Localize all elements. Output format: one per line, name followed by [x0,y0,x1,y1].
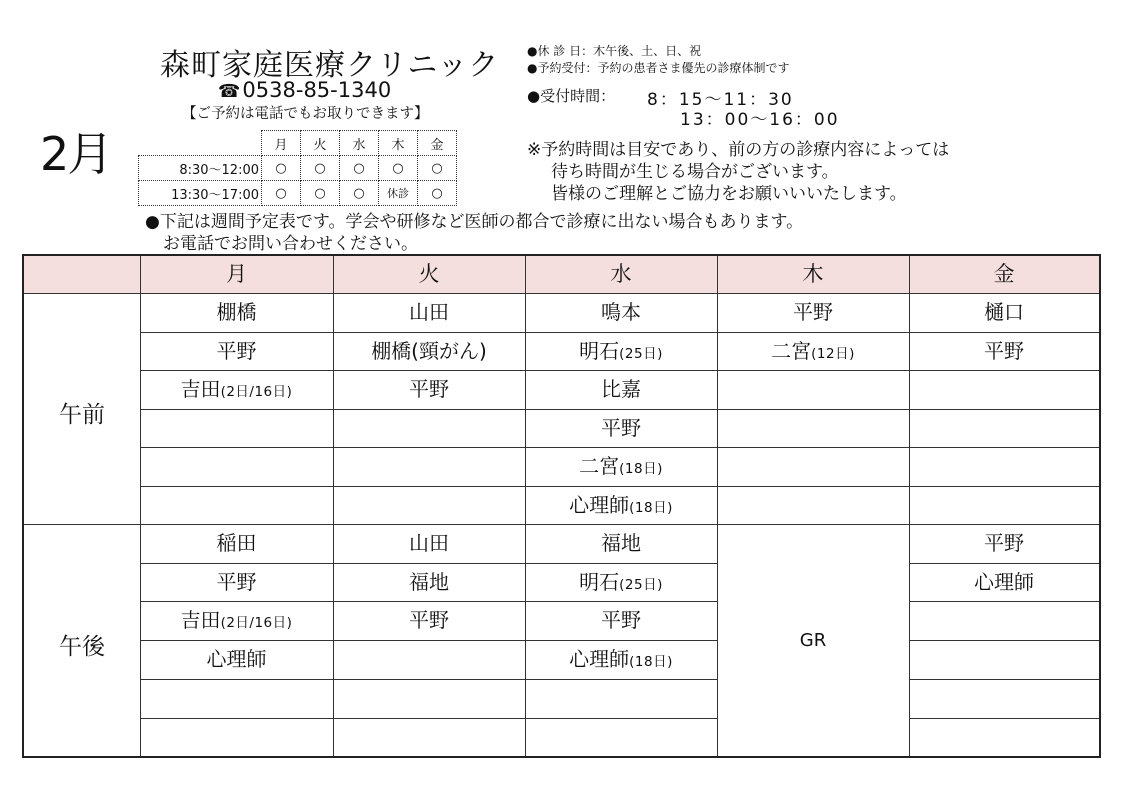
doctor-name: 樋口 [984,300,1024,324]
hours-day-header: 月 [262,131,301,156]
doctor-name: 棚橋(頸がん) [371,338,487,363]
hours-closed-mark: 休診 [379,181,418,206]
reservation-policy: ●予約受付：予約の患者さま優先の診療体制です [527,61,790,75]
hours-mark: ○ [301,156,340,181]
hours-mark: ○ [301,181,340,206]
reception-hours-am: 8：15〜11：30 [647,90,794,110]
hours-mark: ○ [340,156,379,181]
doctor-name: 平野 [216,569,257,594]
doctor-name: 吉田 [180,608,221,633]
day-header-tue: 火 [418,262,440,286]
hours-mark: ○ [262,181,301,206]
doctor-name: 心理師 [974,569,1034,594]
doctor-cell-am-mon [140,332,333,371]
hours-mark: ○ [418,181,457,206]
doctor-cell-pm-tue [333,563,525,602]
doctor-name: 心理師 [569,492,630,517]
doctor-name: 福地 [409,569,449,594]
doctor-name: 平野 [984,531,1024,555]
doctor-cell-am-wed [525,293,717,332]
day-header-thu: 木 [802,262,824,286]
doctor-cell-pm-wed [525,640,717,679]
doctor-name: 二宮 [579,454,620,478]
doctor-name: 平野 [793,300,833,324]
doctor-cell-pm-mon [140,524,333,563]
doctor-cell-am-mon [140,293,333,332]
reception-hours-pm: 13：00〜16：00 [680,110,840,130]
doctor-cell-am-fri [909,332,1099,371]
doctor-cell-pm-wed [525,563,717,602]
doctor-cell-pm-tue [333,524,525,563]
day-header-fri: 金 [993,262,1015,286]
hours-mark: ○ [262,156,301,181]
doctor-name: 心理師 [569,647,630,672]
doctor-cell-am-wed [525,409,717,448]
doctor-name: 山田 [409,300,449,324]
doctor-cell-am-tue [333,370,525,409]
period-pm: 午後 [59,634,105,660]
doctor-name: 明石 [579,569,620,594]
month-title: 2月 [40,127,112,181]
doctor-name: 鳴本 [601,300,641,324]
doctor-date-note: (18日) [629,654,673,671]
phone-icon: ☎ [218,81,241,102]
doctor-name: 平野 [601,608,641,633]
doctor-name: 平野 [409,377,449,401]
doctor-date-note: (12日) [811,345,855,362]
doctor-cell-am-wed [525,486,717,525]
clinic-name: 森町家庭医療クリニック [160,48,500,83]
hours-day-header: 木 [379,131,418,156]
doctor-date-note: (25日) [619,345,663,362]
hours-day-header: 水 [340,131,379,156]
reception-hours-label: ●受付時間： [527,87,616,105]
doctor-cell-pm-mon [140,640,333,679]
schedule-note: ●下記は週間予定表です。学会や研修など医師の都合で診療に出ない場合もあります。 [145,212,804,232]
period-am: 午前 [59,402,105,428]
day-header-wed: 水 [610,262,632,286]
office-hours-table [138,130,457,206]
hours-time-pm: 13:30〜17:00 [139,181,262,206]
doctor-name: 平野 [409,608,449,633]
hours-mark: ○ [379,156,418,181]
doctor-cell-pm-fri [909,563,1099,602]
clinic-phone[interactable] [218,78,391,102]
doctor-date-note: (2日/16日) [220,384,293,400]
doctor-cell-am-wed [525,370,717,409]
doctor-name: 平野 [216,338,257,363]
day-header-mon: 月 [226,262,247,286]
doctor-name: 二宮 [771,338,812,363]
doctor-name: 稲田 [216,531,257,555]
hours-mark: ○ [418,156,457,181]
phone-number: 0538-85-1340 [242,78,392,102]
doctor-cell-pm-mon [140,601,333,640]
reservation-note: 【ご予約は電話でもお取りできます】 [182,106,429,122]
doctor-date-note: (2日/16日) [220,615,293,632]
doctor-name: 棚橋 [216,300,257,324]
doctor-cell-am-wed [525,332,717,371]
hours-day-header: 金 [418,131,457,156]
hours-time-am: 8:30〜12:00 [139,156,262,181]
hours-mark: ○ [340,181,379,206]
doctor-name: 比嘉 [601,377,641,401]
doctor-cell-am-thu [717,293,909,332]
doctor-cell-pm-wed [525,524,717,563]
doctor-name: 心理師 [206,647,267,672]
doctor-cell-am-fri [909,293,1099,332]
doctor-cell-am-tue [333,332,525,371]
thursday-pm-gr: GR [799,630,827,651]
doctor-cell-pm-fri [909,524,1099,563]
doctor-name: 平野 [984,338,1024,363]
doctor-cell-am-thu [717,332,909,371]
notice-line: 待ち時間が生じる場合がございます。 [551,162,839,182]
schedule-note: お電話でお問い合わせください。 [163,234,418,254]
doctor-name: 福地 [601,531,641,555]
doctor-date-note: (18日) [619,461,663,477]
notice-line: 皆様のご理解とご協力をお願いいいたします。 [551,184,907,204]
doctor-cell-pm-tue [333,601,525,640]
doctor-name: 明石 [579,338,620,363]
doctor-date-note: (18日) [629,499,673,516]
doctor-cell-pm-wed [525,601,717,640]
doctor-name: 山田 [409,531,449,555]
hours-day-header: 火 [301,131,340,156]
doctor-cell-am-tue [333,293,525,332]
closed-days: ●休 診 日：木午後、土、日、祝 [527,44,702,58]
notice-line: ※予約時間は目安であり、前の方の診療内容によっては [527,140,950,160]
doctor-name: 平野 [601,415,641,440]
doctor-cell-am-wed [525,447,717,486]
doctor-cell-pm-mon [140,563,333,602]
weekly-schedule [22,254,1101,758]
doctor-date-note: (25日) [619,576,663,593]
doctor-name: 吉田 [180,377,221,401]
doctor-cell-am-mon [140,370,333,409]
